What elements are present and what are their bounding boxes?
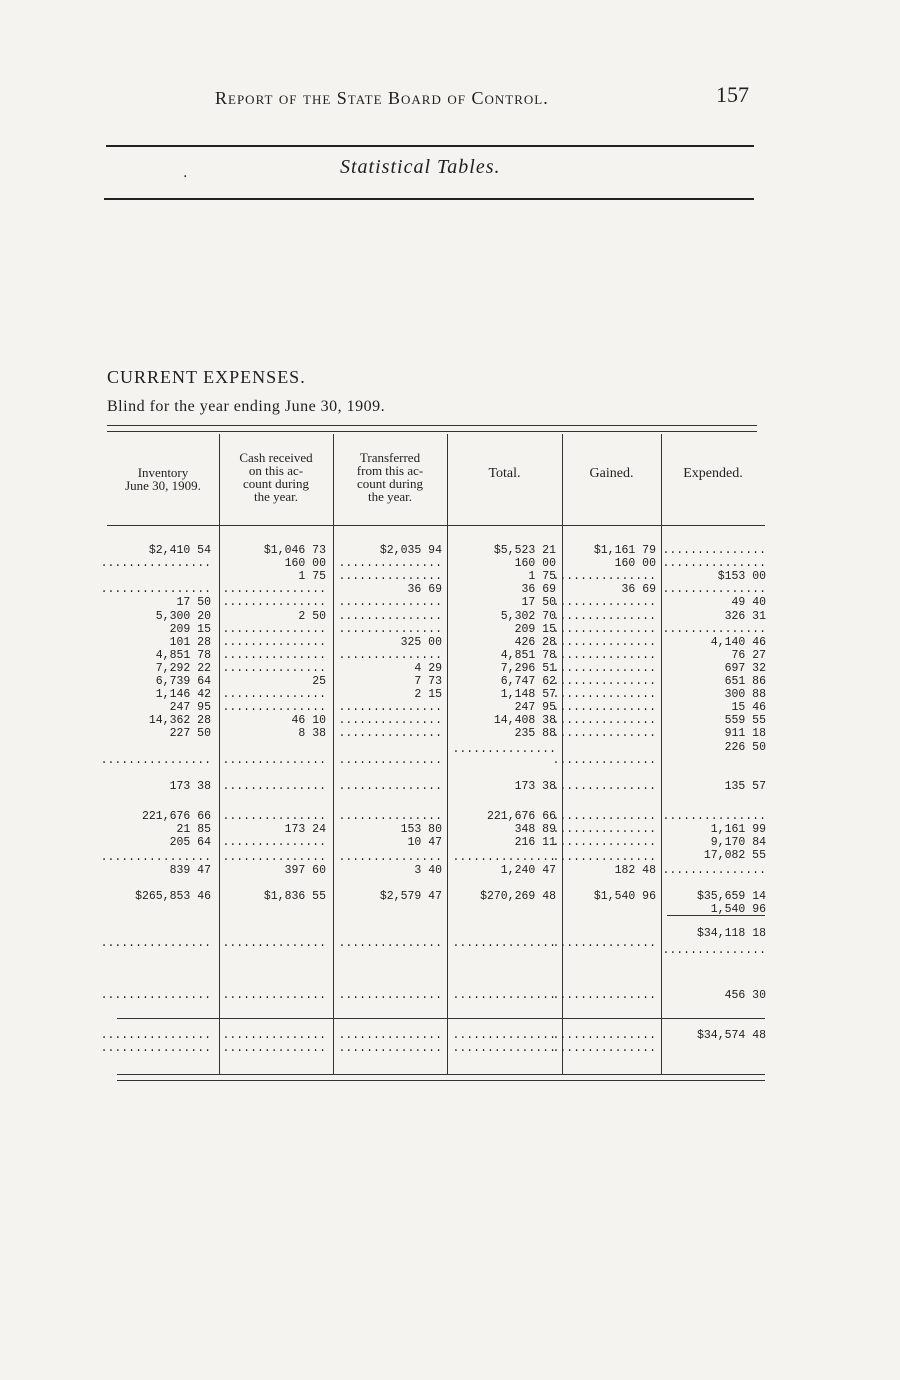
table-cell: ............... xyxy=(338,596,442,610)
table-cell: ............... xyxy=(452,1041,556,1055)
table-cell: ............... xyxy=(552,727,656,741)
table-cell: ............... xyxy=(222,688,326,702)
section-title: Statistical Tables. xyxy=(340,156,501,178)
table-cell: 8 38 xyxy=(298,727,326,741)
table-cell: ............... xyxy=(338,753,442,767)
table-cell: 173 38 xyxy=(169,779,211,793)
table-cell: 235 88 xyxy=(514,727,556,741)
table-cell: ............... xyxy=(338,1028,442,1042)
table-cell: $2,410 54 xyxy=(148,544,211,557)
table-cell: 36 69 xyxy=(621,583,656,597)
table-cell: ............... xyxy=(222,583,326,597)
table-cell: 209 15 xyxy=(169,622,211,636)
table-cell: ............... xyxy=(552,570,656,584)
table-cell: ............... xyxy=(222,701,326,715)
table-cell: 326 31 xyxy=(724,609,766,623)
table-cell: 2 15 xyxy=(414,688,442,702)
table-cell: 7,296 51 xyxy=(500,661,556,675)
table-cell: 559 55 xyxy=(724,714,766,728)
header-cash-received: Cash received on this ac- count during the year. xyxy=(239,450,313,504)
table-cell: ................ xyxy=(100,989,211,1003)
table-cell: 6,739 64 xyxy=(155,675,211,688)
table-cell: 4,851 78 xyxy=(500,648,556,662)
table-cell: ............... xyxy=(222,937,326,950)
table-cell: ............... xyxy=(338,622,442,636)
table-cell: $34,574 48 xyxy=(696,1028,766,1042)
table-cell: $153 00 xyxy=(717,570,766,584)
table-cell: 300 88 xyxy=(724,688,766,702)
table-cell: $35,659 14 xyxy=(696,889,766,903)
table-cell: ............... xyxy=(338,809,442,823)
table-cell: 36 69 xyxy=(521,583,556,597)
table-cell: 6,747 62 xyxy=(500,675,556,688)
table-cell: ............... xyxy=(222,648,326,662)
table-cell: ................ xyxy=(100,937,211,950)
table-cell: $34,118 18 xyxy=(696,926,766,940)
table-cell: ............... xyxy=(662,863,766,877)
running-head: Report of the State Board of Control. xyxy=(215,88,549,108)
column-gained xyxy=(552,0,656,1380)
table-cell: ............... xyxy=(452,989,556,1003)
table-cell: ............... xyxy=(552,1041,656,1055)
table-cell: $270,269 48 xyxy=(480,889,556,903)
table-cell: 397 60 xyxy=(284,863,326,877)
table-cell: 5,300 20 xyxy=(155,609,211,623)
table-cell: 1,240 47 xyxy=(500,863,556,877)
table-cell: 209 15 xyxy=(514,622,556,636)
table-cell: 221,676 66 xyxy=(141,809,211,823)
table-cell: 15 46 xyxy=(731,701,766,715)
table-cell: ............... xyxy=(222,779,326,793)
table-cell: ............... xyxy=(552,823,656,837)
table-cell: 160 00 xyxy=(284,557,326,571)
table-cell: 17 50 xyxy=(521,596,556,610)
column-divider-1 xyxy=(219,434,220,1074)
table-cell: $1,836 55 xyxy=(263,889,326,903)
table-cell: ................ xyxy=(100,1041,211,1055)
table-cell: ............... xyxy=(222,1041,326,1055)
table-cell: 1 75 xyxy=(528,570,556,584)
header-expended: Expended. xyxy=(683,466,743,481)
table-cell: 426 28 xyxy=(514,635,556,649)
table-cell: ................ xyxy=(100,557,211,571)
table-cell: 2 50 xyxy=(298,609,326,623)
table-cell: 21 85 xyxy=(176,823,211,837)
table-cell: 9,170 84 xyxy=(710,836,766,850)
table-cell: ............... xyxy=(552,809,656,823)
table-cell: ................ xyxy=(100,1028,211,1042)
table-cell: ............... xyxy=(452,937,556,950)
table-cell: 651 86 xyxy=(724,675,766,688)
table-cell: ............... xyxy=(662,622,766,636)
column-total xyxy=(449,0,556,1380)
table-cell: 160 00 xyxy=(514,557,556,571)
table-cell: ................ xyxy=(100,850,211,864)
table-cell: 14,362 28 xyxy=(148,714,211,728)
table-cell: ............... xyxy=(452,850,556,864)
table-cell: 182 48 xyxy=(614,863,656,877)
table-cell: 1,540 96 xyxy=(710,902,766,916)
table-cell: 5,302 70 xyxy=(500,609,556,623)
table-cell: ............... xyxy=(552,989,656,1003)
column-transferred xyxy=(335,0,442,1380)
table-cell: 25 xyxy=(312,675,326,688)
table-cell: 226 50 xyxy=(724,740,766,754)
table-cell: ............... xyxy=(338,714,442,728)
table-cell: ............... xyxy=(338,850,442,864)
table-cell: 247 95 xyxy=(514,701,556,715)
table-cell: ............... xyxy=(552,675,656,688)
table-cell: ............... xyxy=(552,850,656,864)
table-cell: ............... xyxy=(552,1028,656,1042)
column-divider-2 xyxy=(333,434,334,1074)
table-cell: ............... xyxy=(662,943,766,957)
table-cell: ............... xyxy=(552,622,656,636)
table-cell: 348 89 xyxy=(514,823,556,837)
table-cell: ............... xyxy=(222,661,326,675)
table-cell: 17 50 xyxy=(176,596,211,610)
table-cell: ............... xyxy=(338,570,442,584)
table-cell: ............... xyxy=(662,544,766,557)
table-cell: ............... xyxy=(662,809,766,823)
table-cell: $265,853 46 xyxy=(135,889,211,903)
table-cell: ............... xyxy=(552,688,656,702)
table-cell: ............... xyxy=(552,836,656,850)
table-cell: 4,140 46 xyxy=(710,635,766,649)
table-cell: 697 32 xyxy=(724,661,766,675)
table-cell: $2,035 94 xyxy=(379,544,442,557)
section-marker-dot: . xyxy=(183,165,188,181)
table-cell: 46 10 xyxy=(291,714,326,728)
table-cell: 49 40 xyxy=(731,596,766,610)
table-cell: ............... xyxy=(338,779,442,793)
table-cell: 1,146 42 xyxy=(155,688,211,702)
header-total: Total. xyxy=(488,466,521,481)
table-cell: ............... xyxy=(222,622,326,636)
table-cell: ............... xyxy=(452,743,556,757)
table-cell: ............... xyxy=(222,836,326,850)
page-number: 157 xyxy=(716,82,749,107)
table-cell: ................ xyxy=(100,753,211,767)
table-cell: 221,676 66 xyxy=(486,809,556,823)
table-cell: ............... xyxy=(338,937,442,950)
table-cell: ............... xyxy=(338,648,442,662)
table-cell: 7,292 22 xyxy=(155,661,211,675)
table-cell: ............... xyxy=(552,648,656,662)
table-cell: ............... xyxy=(222,809,326,823)
table-cell: 456 30 xyxy=(724,989,766,1003)
table-cell: 76 27 xyxy=(731,648,766,662)
table-cell: ............... xyxy=(552,596,656,610)
table-cell: 4 29 xyxy=(414,661,442,675)
table-cell: ............... xyxy=(552,701,656,715)
table-cell: ............... xyxy=(338,557,442,571)
table-cell: 4,851 78 xyxy=(155,648,211,662)
table-cell: 3 40 xyxy=(414,863,442,877)
table-cell: ............... xyxy=(222,635,326,649)
column-cash-received xyxy=(221,0,326,1380)
column-inventory xyxy=(100,0,211,1380)
table-cell: 173 24 xyxy=(284,823,326,837)
table-cell: 14,408 38 xyxy=(493,714,556,728)
table-cell: $1,046 73 xyxy=(263,544,326,557)
table-cell: ............... xyxy=(338,989,442,1003)
table-cell: ............... xyxy=(222,1028,326,1042)
table-cell: 1,148 57 xyxy=(500,688,556,702)
column-divider-3 xyxy=(447,434,448,1074)
table-cell: ................ xyxy=(100,583,211,597)
table-cell: ............... xyxy=(222,989,326,1003)
table-cell: $1,161 79 xyxy=(593,544,656,557)
table-cell: ............... xyxy=(222,753,326,767)
table-subheading: Blind for the year ending June 30, 1909. xyxy=(107,398,386,415)
table-cell: $2,579 47 xyxy=(379,889,442,903)
table-cell: ............... xyxy=(338,609,442,623)
column-divider-5 xyxy=(661,434,662,1074)
table-cell: ............... xyxy=(222,596,326,610)
table-cell: ............... xyxy=(552,661,656,675)
table-cell: ............... xyxy=(338,1041,442,1055)
table-cell: 1,161 99 xyxy=(710,823,766,837)
table-cell: 911 18 xyxy=(724,727,766,741)
table-cell: ............... xyxy=(222,850,326,864)
table-cell: 7 73 xyxy=(414,675,442,688)
table-cell: 36 69 xyxy=(407,583,442,597)
table-cell: 1 75 xyxy=(298,570,326,584)
table-cell: 216 11 xyxy=(514,836,556,850)
table-cell: ............... xyxy=(338,727,442,741)
table-cell: 17,082 55 xyxy=(703,849,766,863)
section-heading: CURRENT EXPENSES. xyxy=(107,367,306,387)
header-inventory: Inventory June 30, 1909. xyxy=(125,465,201,493)
table-cell: ............... xyxy=(552,753,656,767)
table-cell: 205 64 xyxy=(169,836,211,850)
table-cell: ............... xyxy=(662,557,766,571)
table-cell: ............... xyxy=(552,635,656,649)
table-cell: ............... xyxy=(552,779,656,793)
table-cell: ............... xyxy=(338,701,442,715)
table-cell: $1,540 96 xyxy=(593,889,656,903)
table-cell: ............... xyxy=(552,714,656,728)
header-transferred: Transferred from this ac- count during the year. xyxy=(356,450,424,504)
table-cell: 173 38 xyxy=(514,779,556,793)
table-cell: 247 95 xyxy=(169,701,211,715)
table-cell: 839 47 xyxy=(169,863,211,877)
table-cell: 227 50 xyxy=(169,727,211,741)
table-cell: 101 28 xyxy=(169,635,211,649)
table-cell: ............... xyxy=(662,583,766,597)
table-cell: $5,523 21 xyxy=(493,544,556,557)
table-cell: 153 80 xyxy=(400,823,442,837)
column-expended xyxy=(663,0,766,1380)
table-cell: ............... xyxy=(552,609,656,623)
table-cell: 160 00 xyxy=(614,557,656,571)
header-gained: Gained. xyxy=(589,466,634,481)
table-cell: 135 57 xyxy=(724,779,766,793)
table-cell: 325 00 xyxy=(400,635,442,649)
table-cell: ............... xyxy=(452,1028,556,1042)
table-cell: 10 47 xyxy=(407,836,442,850)
table-cell: ............... xyxy=(552,937,656,950)
